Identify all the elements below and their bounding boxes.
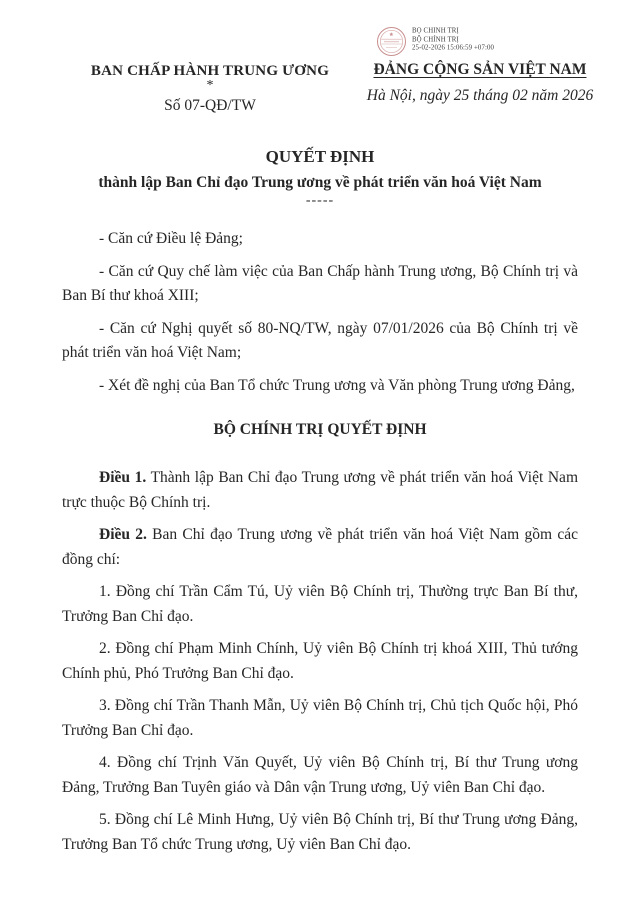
- article-1-text: Thành lập Ban Chỉ đạo Trung ương về phát triển văn hoá Việt Nam trực thuộc Bộ Chính trị.: [62, 469, 578, 511]
- member-item: 5. Đồng chí Lê Minh Hưng, Uỷ viên Bộ Chính trị, Bí thư Trung ương Đảng, Trưởng Ban Tổ chức Trung ương, Uỷ viên Ban Chỉ đạo.: [62, 811, 578, 853]
- article-1-label: Điều 1.: [99, 469, 147, 486]
- document-body: [62, 146, 578, 857]
- preamble-paragraph: - Căn cứ Nghị quyết số 80-NQ/TW, ngày 07/01/2026 của Bộ Chính trị về phát triển văn hoá Việt Nam;: [62, 319, 578, 361]
- place-date-line: Hà Nội, ngày 25 tháng 02 năm 2026: [366, 87, 594, 104]
- member-item: 3. Đồng chí Trần Thanh Mẫn, Uỷ viên Bộ Chính trị, Chủ tịch Quốc hội, Phó Trưởng Ban Chỉ đạo.: [62, 697, 578, 739]
- stamp-text: [412, 27, 494, 52]
- org-star-separator: *: [206, 78, 214, 93]
- issuing-org-name: BAN CHẤP HÀNH TRUNG ƯƠNG: [90, 63, 330, 79]
- preamble-paragraph: - Xét đề nghị của Ban Tổ chức Trung ương và Văn phòng Trung ương Đảng,: [99, 376, 575, 394]
- doc-subtitle: thành lập Ban Chỉ đạo Trung ương về phát triển văn hoá Việt Nam: [98, 174, 542, 191]
- member-item: 1. Đồng chí Trần Cẩm Tú, Uỷ viên Bộ Chính trị, Thường trực Ban Bí thư, Trưởng Ban Chỉ đạo.: [62, 583, 578, 625]
- preamble-paragraph: - Căn cứ Điều lệ Đảng;: [99, 230, 243, 247]
- stamp-line-1: BỘ CHÍNH TRỊ: [412, 27, 459, 35]
- stamp-line-2: BỘ CHÍNH TRỊ: [412, 35, 459, 43]
- party-seal-icon: [376, 26, 407, 57]
- article-2-text: Ban Chỉ đạo Trung ương về phát triển văn hoá Việt Nam gồm các đồng chí:: [62, 526, 578, 568]
- doc-title: QUYẾT ĐỊNH: [265, 147, 375, 166]
- title-separator: -----: [305, 193, 335, 208]
- preamble-section: [62, 227, 578, 398]
- doc-number: Số 07-QĐ/TW: [164, 97, 256, 114]
- member-item: 2. Đồng chí Phạm Minh Chính, Uỷ viên Bộ Chính trị khoá XIII, Thủ tướng Chính phủ, Phó Trưởng Ban Chỉ đạo.: [62, 640, 578, 682]
- stamp-line-3: 25-02-2026 15:06:59 +07:00: [412, 43, 495, 52]
- article-2: [62, 523, 578, 572]
- member-item: 4. Đồng chí Trịnh Văn Quyết, Uỷ viên Bộ Chính trị, Bí thư Trung ương Đảng, Trưởng Ban Tuyên giáo và Dân vận Trung ương, Uỷ viên Ban Chỉ đạo.: [62, 754, 578, 796]
- party-header-block: [358, 61, 602, 105]
- party-name: ĐẢNG CỘNG SẢN VIỆT NAM: [373, 61, 587, 78]
- article-1: [62, 466, 578, 515]
- decision-heading: BỘ CHÍNH TRỊ QUYẾT ĐỊNH: [213, 421, 427, 438]
- issuing-org-block: [86, 63, 334, 115]
- article-2-label: Điều 2.: [99, 526, 147, 543]
- preamble-paragraph: - Căn cứ Quy chế làm việc của Ban Chấp hành Trung ương, Bộ Chính trị và Ban Bí thư khoá XIII;: [62, 262, 578, 304]
